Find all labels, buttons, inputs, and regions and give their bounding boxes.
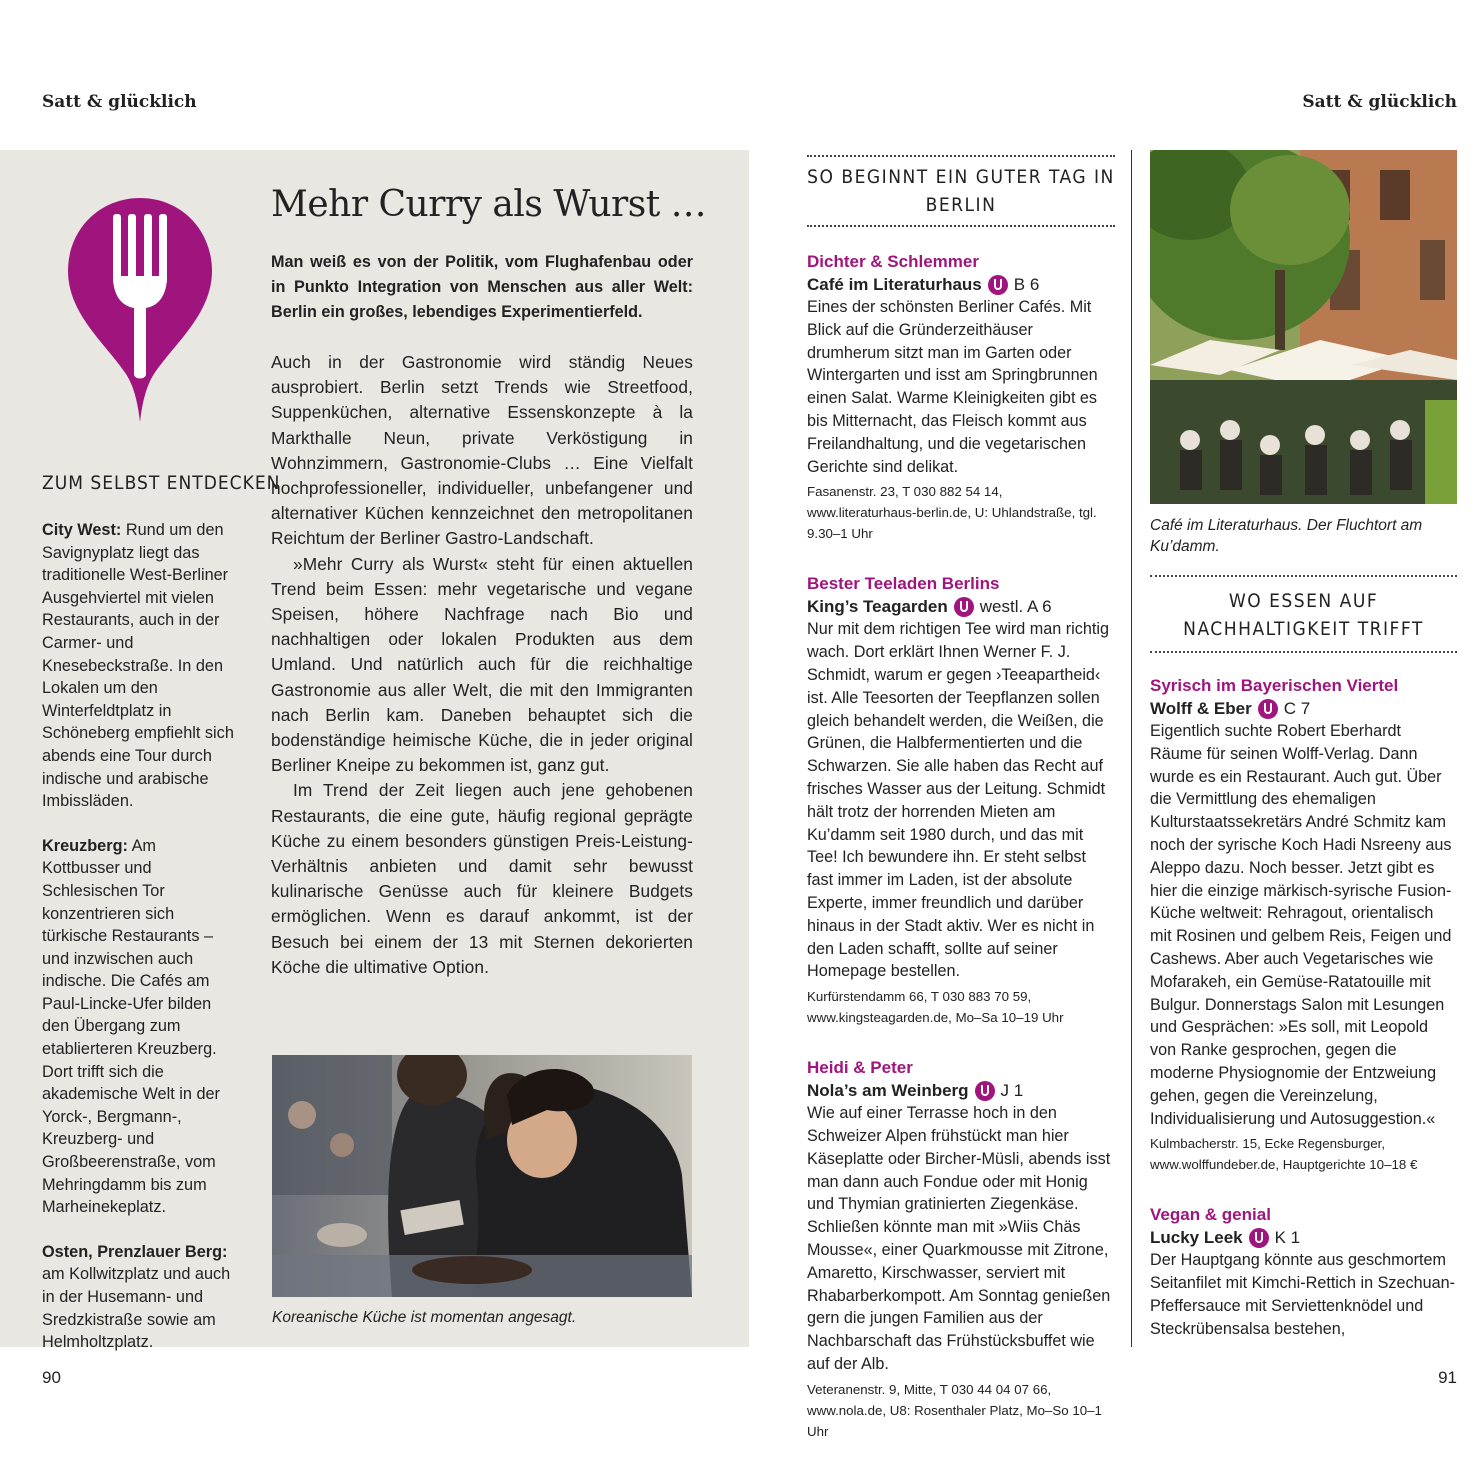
map-pin-icon [954,597,974,617]
map-grid-ref: C 7 [1283,699,1311,718]
article-paragraph: »Mehr Curry als Wurst« steht für einen aktuellen Trend beim Essen: mehr vegetarische und vegane Speisen, höhere Nachfrage nach Bio und nachhaltigen oder lokalen Produkten aus dem Umland. Und natürlich auch für die reichhaltige Gastronomie aus aller Welt, die mit den Immigranten nach Berlin kam. Daneben behauptet sich die bodenständige heimische Küche, die in jeder original Berliner Kneipe zu bekommen ist, ganz gut. [271,553,693,776]
dotted-rule [807,225,1115,229]
entry-tag: Heidi & Peter [807,1058,913,1078]
entry-text: Nur mit dem richtigen Tee wird man richtig wach. Dort erklärt Ihnen Werner F. J. Schmidt, warum er gegen ›Teeapartheid‹ ist. Alle Teesorten der Teepflanzen sollen gleich behandelt werden, die Weißen, die Grünen, die Halbfermentierten und die Schwarzen. Sie alle haben das Recht auf frisches Wasser aus der Leitung. Schmidt hält trotz der horrenden Mieten am Ku’damm seit 1980 durch, und das mit Tee! Ich bewundere ihn. Er steht selbst fast immer im Laden, ist der absolute Experte, immer freundlich und darüber hinaus in der Stadt aktiv. Wer es nicht in den Laden schafft, sollte auf seiner Homepage bestellen. [807,620,1109,981]
map-grid-ref: J 1 [1000,1081,1024,1101]
sidebar-block-text: am Kollwitzplatz und auch in der Husemann- und Sredzkistraße sowie am Helmholtzplatz. [42,1265,231,1352]
sidebar-block-label: City West: [42,521,122,539]
entry-address: Kurfürstendamm 66, T 030 883 70 59, www.kingsteagarden.de, Mo–Sa 10–19 Uhr [807,989,1064,1026]
page-number-right: 91 [1438,1368,1457,1387]
column-divider [1131,150,1132,1347]
sustainable-box-heading: WO ESSEN AUF NACHHALTIGKEIT TRIFFT [1183,590,1424,640]
entry-name-text: Café im Literaturhaus [807,275,982,294]
entry-lucky-leek [1150,1204,1457,1340]
photo-caption-cafe: Café im Literaturhaus. Der Fluchtort am Ku’damm. [1150,517,1423,555]
dotted-rule [1150,651,1457,655]
map-pin-icon [975,1081,995,1101]
entry-cafe-literaturhaus [807,251,1115,544]
map-grid-ref: westl. A 6 [979,597,1052,617]
entry-name [1150,1226,1457,1249]
sidebar-heading: ZUM SELBST ENTDECKEN [42,472,281,494]
entry-text: Eines der schönsten Berliner Cafés. Mit Blick auf die Gründerzeithäuser drumherum sitzt man im Garten oder Wintergarten und isst am Springbrunnen einen Salat. Warme Kleinigkeiten gibt es bis Mitternacht, das Fleisch kommt aus Freilandhaltung, und die vegetarischen Gerichte sind delikat. [807,298,1098,476]
map-pin-icon [988,275,1008,295]
entry-name-text: Lucky Leek [1150,1228,1243,1248]
sidebar-block-label: Osten, Prenzlauer Berg: [42,1242,228,1261]
map-grid-ref: K 1 [1274,1228,1301,1248]
breakfast-box-heading: SO BEGINNT EIN GUTER TAG IN BERLIN [807,166,1115,216]
photo-cafe-literaturhaus [1150,150,1457,504]
sustainable-box [1150,575,1457,1370]
entry-name-text: Nola’s am Weinberg [807,1081,969,1101]
entry-tag: Dichter & Schlemmer [807,252,979,271]
entry-name-text: King’s Teagarden [807,597,948,617]
entry-name [807,1079,1115,1102]
running-head-left: Satt & glücklich [42,92,197,112]
entry-name [807,273,1115,296]
entry-text: Eigentlich suchte Robert Eberhardt Räume für seinen Wolff-Verlag. Dann wurde es ein Restaurant. Auch gut. Über die Vermittlung des ehemaligen Kulturstaatssekretärs André Schmitz kam noch der syrische Koch Hadi Nsreeny aus Aleppo dazu. Noch besser. Jetzt gibt es hier die einzige märkisch-syrische Fusion-Küche weltweit: Rehragout, orientalisch mit Rosinen und gelbem Reis, Feigen und Cashews. Aber auch Vegetarisches wie Mofarakeh, ein Gemüse-Ratatouille mit Bulgur. Donnerstags Salon mit Lesungen und Gesprächen: »Es soll, mit Leopold von Ranke gesprochen, gegen die moderne Physiognomie der Entzweiung gehen, gegen die Vereinzelung, Individualisierung und Autosuggestion.« [1150,722,1452,1128]
sidebar-block-city-west [42,519,238,813]
photo-korean-kitchen [272,1055,692,1297]
article-paragraph: Auch in der Gastronomie wird ständig Neues ausprobiert. Berlin setzt Trends wie Streetfood, Suppenküchen, alternative Essenskonzepte à la Markthalle Neun, private Verköstigung in Wohnzimmern, Gastronomie-Clubs … Eine Vielfalt hochprofessioneller, individueller, unbefangener und alternativer Küchen kennzeichnet den metropolitanen Reichtum der Berliner Gastro-Landschaft. [271,352,693,549]
sidebar-block-kreuzberg [42,835,238,1219]
map-grid-ref: B 6 [1013,275,1040,294]
sidebar-block-text: Am Kottbusser und Schlesischen Tor konzentrieren sich türkische Restaurants – und inzwischen auch indische. Die Cafés am Paul-Lincke-Ufer bilden den Übergang zum etablierteren Kreuzberg. Dort trifft sich die akademische Welt in der Yorck-, Bergmann-, Kreuzberg- und Großbeerenstraße, vom Mehringdamm bis zum Marheinekeplatz. [42,836,220,1217]
article-title: Mehr Curry als Wurst … [271,184,707,225]
map-pin-icon [1249,1228,1269,1248]
entry-wolff-eber [1150,675,1457,1175]
entry-text: Wie auf einer Terrasse hoch in den Schweizer Alpen frühstückt man hier Käseplatte oder Bircher-Müsli, abends isst man dann auch Fondue oder mit Honig und Thymian gratinierten Ziegenkäse. Schließen könnte man mit »Wiis Chäs Mousse«, einer Quarkmousse mit Zitrone, Amaretto, Kirschwasser, serviert mit Rhabarberkompott. Am Sonntag genießen gern die jungen Familien aus der Nachbarschaft das Frühstücksbuffet wie auf der Alb. [807,1104,1111,1373]
entry-tag: Bester Teeladen Berlins [807,574,1000,594]
entry-tag: Vegan & genial [1150,1205,1271,1225]
entry-text: Der Hauptgang könnte aus geschmortem Seitanfilet mit Kimchi-Rettich in Szechuan-Pfeffersauce mit Serviettenknödel und Steckrübensalsa bestehen, [1150,1251,1455,1338]
dotted-rule [807,155,1115,157]
entry-address: Veteranenstr. 9, Mitte, T 030 44 04 07 66, www.nola.de, U8: Rosenthaler Platz, Mo–So 10–1 Uhr [807,1381,1102,1439]
entry-name-text: Wolff & Eber [1150,699,1252,718]
sidebar-text [42,519,238,1376]
running-head-right: Satt & glücklich [1302,92,1457,112]
sidebar-block-label: Kreuzberg: [42,836,128,855]
entry-tag: Syrisch im Bayerischen Viertel [1150,676,1399,695]
entry-name [807,595,1115,618]
article-lead: Man weiß es von der Politik, vom Flughafenbau oder in Punkto Integration von Menschen aus aller Welt: Berlin ein großes, lebendiges Experimentierfeld. [271,253,693,321]
entry-nolas-am-weinberg [807,1057,1115,1442]
entry-address: Kulmbacherstr. 15, Ecke Regensburger, www.wolffundeber.de, Hauptgerichte 10–18 € [1150,1136,1418,1173]
map-pin-icon [1258,699,1278,719]
breakfast-box [807,155,1115,1471]
entry-name [1150,697,1457,720]
entry-kings-teagarden [807,573,1115,1028]
dotted-rule [1150,575,1457,577]
fork-pin-icon [66,194,214,424]
sidebar-block-osten [42,1241,238,1354]
sidebar-block-text: Rund um den Savignyplatz liegt das traditionelle West-Berliner Ausgehviertel mit vielen Restaurants, auch in der Carmer- und Knesebeckstraße. In den Lokalen um den Winterfeldtplatz in Schöneberg empfiehlt sich abends eine Tour durch indische und arabische Imbissläden. [42,521,234,811]
article-body [271,350,693,980]
entry-address: Fasanenstr. 23, T 030 882 54 14, www.literaturhaus-berlin.de, U: Uhlandstraße, tgl. 9.30–1 Uhr [807,484,1097,542]
article-paragraph: Im Trend der Zeit liegen auch jene gehobenen Restaurants, die eine gute, häufig regional geprägte Küche zu einem besonders günstigen Preis-Leistung-Verhältnis anbieten und damit sehr bewusst kulinarische Genüsse auch für kleinere Budgets ermöglichen. Wenn es darauf ankommt, ist der Besuch bei einem der 13 mit Sternen dekorierten Köche die ultimative Option. [271,780,693,977]
photo-caption-korean: Koreanische Küche ist momentan angesagt. [272,1309,577,1326]
page-number-left: 90 [42,1368,61,1387]
